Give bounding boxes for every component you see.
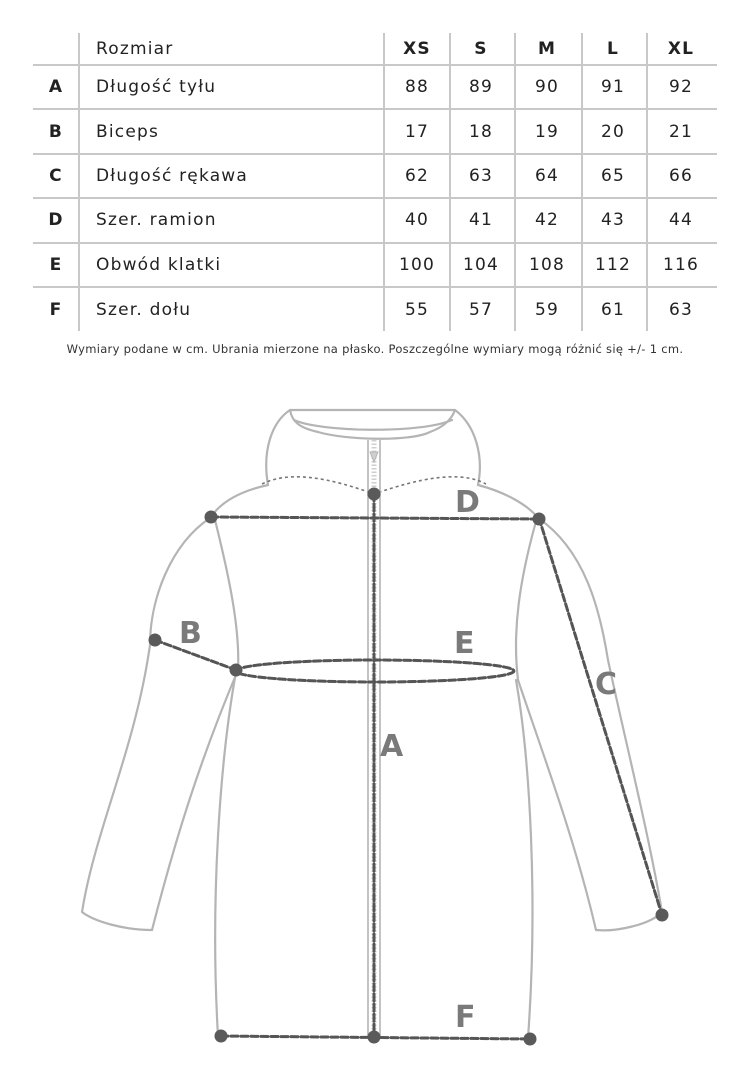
row-name: Szer. dołu: [96, 300, 192, 321]
right-shoulder: [478, 485, 538, 518]
row-letter: F: [49, 300, 63, 321]
point: [368, 488, 381, 501]
label-d: D: [455, 485, 480, 520]
table-cell: 40: [404, 210, 430, 231]
table-cell: 41: [468, 210, 494, 231]
hood-inner: [294, 420, 452, 430]
left-shoulder: [210, 485, 268, 518]
label-b: B: [179, 616, 202, 651]
row-name: Biceps: [96, 121, 160, 142]
row-letter: C: [49, 165, 63, 186]
table-row: [33, 155, 717, 199]
point: [215, 1030, 228, 1043]
point: [368, 1031, 381, 1044]
right-armhole: [516, 525, 535, 680]
table-cell: 55: [404, 300, 430, 321]
point: [533, 513, 546, 526]
table-cell: 17: [404, 121, 430, 142]
size-table: [33, 33, 717, 332]
table-cell: 43: [600, 210, 626, 231]
column-divider: [449, 33, 451, 331]
table-cell: 65: [600, 165, 626, 186]
column-divider: [514, 33, 516, 331]
label-a: A: [380, 729, 404, 764]
table-cell: 59: [534, 300, 560, 321]
table-cell: 91: [600, 77, 626, 98]
table-cell: 116: [662, 254, 700, 275]
label-f: F: [455, 1000, 476, 1035]
label-e: E: [454, 626, 475, 661]
table-cell: 104: [462, 254, 500, 275]
table-cell: 62: [404, 165, 430, 186]
point: [205, 511, 218, 524]
table-cell: 100: [398, 254, 436, 275]
hood-opening: [290, 410, 455, 439]
table-header-row: [33, 33, 717, 66]
row-name: Długość tyłu: [96, 77, 217, 98]
column-divider: [646, 33, 648, 331]
table-row: [33, 244, 717, 288]
point: [524, 1033, 537, 1046]
row-letter: A: [48, 77, 64, 98]
header-size-s: S: [474, 38, 488, 59]
point: [230, 664, 243, 677]
table-cell: 63: [668, 300, 694, 321]
table-cell: 90: [534, 77, 560, 98]
header-size-xs: XS: [403, 38, 431, 59]
right-body-side: [516, 680, 532, 1038]
row-letter: E: [49, 254, 63, 275]
label-c: C: [595, 667, 618, 702]
table-cell: 89: [468, 77, 494, 98]
column-divider: [581, 33, 583, 331]
table-cell: 108: [528, 254, 566, 275]
table-cell: 57: [468, 300, 494, 321]
row-name: Obwód klatki: [96, 254, 222, 275]
measure-line-c: [539, 518, 662, 915]
header-size-m: M: [537, 38, 557, 59]
row-letter: B: [48, 121, 64, 142]
table-cell: 88: [404, 77, 430, 98]
table-row: [33, 110, 717, 154]
row-letter: D: [48, 210, 64, 231]
point: [656, 909, 669, 922]
table-row: [33, 199, 717, 243]
table-row: [33, 66, 717, 110]
table-cell: 63: [468, 165, 494, 186]
measure-line-d: [211, 517, 539, 519]
jacket-diagram: [0, 380, 750, 1092]
measurement-note: Wymiary podane w cm. Ubrania mierzone na płasko. Poszczególne wymiary mogą różnić się +/- 1 cm.: [66, 342, 684, 356]
row-name: Szer. ramion: [96, 210, 217, 231]
left-armhole: [215, 520, 238, 670]
table-cell: 112: [594, 254, 632, 275]
left-sleeve-inner: [152, 670, 238, 930]
row-name: Długość rękawa: [96, 165, 249, 186]
table-cell: 61: [600, 300, 626, 321]
left-body-side: [215, 672, 236, 1036]
table-cell: 44: [668, 210, 694, 231]
table-cell: 20: [600, 121, 626, 142]
table-cell: 64: [534, 165, 560, 186]
table-cell: 42: [534, 210, 560, 231]
header-size-label: Rozmiar: [96, 38, 174, 59]
header-size-xl: XL: [667, 38, 695, 59]
table-cell: 92: [668, 77, 694, 98]
point: [149, 634, 162, 647]
table-cell: 19: [534, 121, 560, 142]
column-divider: [383, 33, 385, 331]
table-cell: 18: [468, 121, 494, 142]
header-size-l: L: [606, 38, 620, 59]
table-cell: 21: [668, 121, 694, 142]
table-row: [33, 288, 717, 332]
table-cell: 66: [668, 165, 694, 186]
column-divider: [78, 33, 80, 331]
left-sleeve-outer: [82, 518, 210, 930]
